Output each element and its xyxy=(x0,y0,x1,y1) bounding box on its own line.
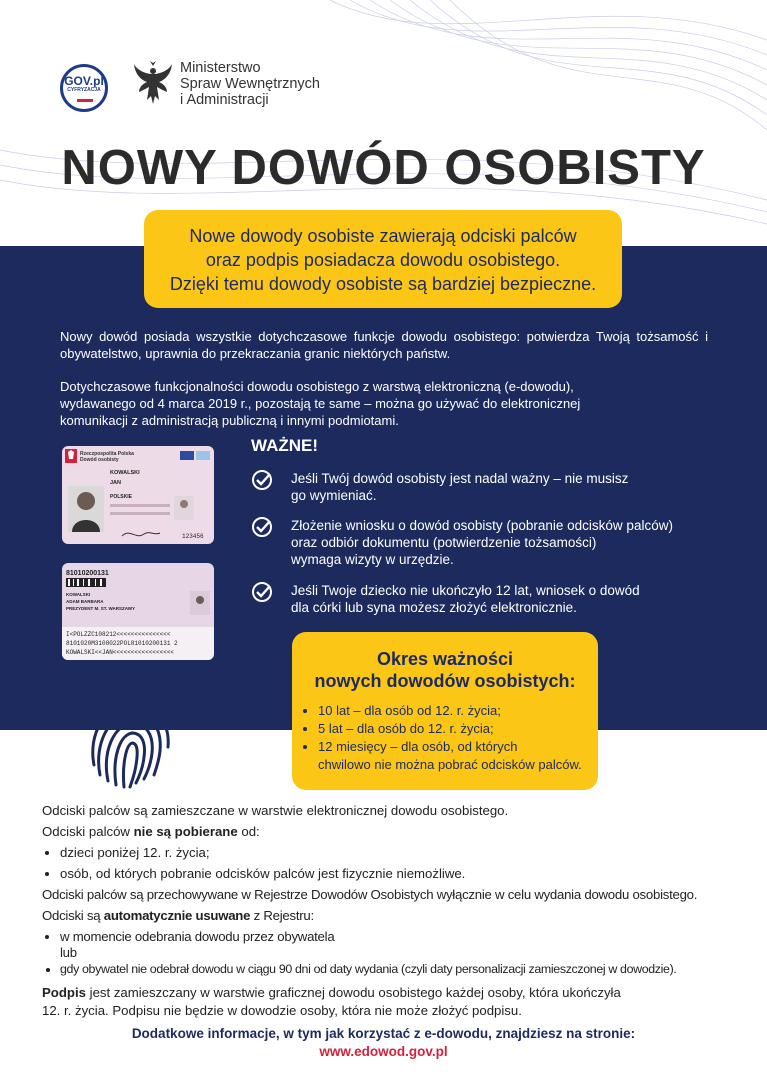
removal-list xyxy=(42,929,742,977)
fingerprints-line-4: Odciski są automatycznie usuwane z Rejestru: xyxy=(42,908,314,923)
card-back-field-2: ADAM BARBARA xyxy=(66,599,104,604)
card-back-field-1: KOWALSKI xyxy=(66,592,91,597)
important-item-2-line-1: Złożenie wniosku o dowód osobisty (pobranie odcisków palców) xyxy=(291,518,673,533)
gov-logo-text: GOV.pl xyxy=(64,74,104,88)
checkmark-icon xyxy=(251,581,273,603)
important-item-3-line-1: Jeśli Twoje dziecko nie ukończyło 12 lat, wniosek o dowód xyxy=(291,583,640,598)
important-item-1-line-2: go wymieniać. xyxy=(291,488,377,503)
card-front-country: Rzeczpospolita Polska xyxy=(80,451,134,457)
fingerprints-line-2: Odciski palców nie są pobierane od: xyxy=(42,824,260,839)
checkmark-icon xyxy=(251,516,273,538)
important-item-2-line-3: wymaga wizyty w urzędzie. xyxy=(291,552,454,567)
fingerprint-icon xyxy=(84,695,174,791)
intro-p2-line-2: wydawanego od 4 marca 2019 r., pozostają te same – można go używać do elektronicznej xyxy=(60,396,581,411)
validity-item xyxy=(318,738,582,774)
fingerprints-line-1: Odciski palców są zamieszczane w warstwie elektronicznej dowodu osobistego. xyxy=(42,803,509,818)
card-front-nationality: POLSKIE xyxy=(110,494,132,500)
ministry-line-2: Spraw Wewnętrznych xyxy=(180,76,320,92)
signature-emphasis: Podpis xyxy=(42,985,86,1000)
signature-section xyxy=(42,984,742,1020)
gov-cyfryzacja-logo xyxy=(60,64,108,112)
card-back-id: 81010200131 xyxy=(66,570,109,577)
ministry-line-3: i Administracji xyxy=(180,92,269,108)
validity-item: • 5 lat – dla osób do 12. r. życia; xyxy=(318,720,582,738)
validity-heading-line-1: Okres ważności xyxy=(376,649,514,669)
card-front-doc: Dowód osobisty xyxy=(80,457,119,463)
not-collected-list xyxy=(42,842,742,884)
validity-box xyxy=(292,632,598,790)
ministry-line-1: Ministerstwo xyxy=(180,60,261,76)
validity-item-3-line-1: 12 miesięcy – dla osób, od których xyxy=(318,739,518,754)
highlight-line-1: Nowe dowody osobiste zawierają odciski palców xyxy=(189,226,577,246)
signature-line-2: 12. r. życia. Podpisu nie będzie w dowodzie osoby, która nie może złożyć podpisu. xyxy=(42,1003,522,1018)
highlight-line-2: oraz podpis posiadacza dowodu osobistego. xyxy=(205,250,561,270)
intro-paragraph-1: Nowy dowód posiada wszystkie dotychczasowe funkcje dowodu osobistego: potwierdza Twoją tożsamość i obywatelstwo, uprawnia do przekraczania granic niektórych państw. xyxy=(60,329,708,361)
card-front-surname: KOWALSKI xyxy=(110,470,140,476)
validity-heading xyxy=(292,648,598,692)
gov-logo-subtext: CYFRYZACJA xyxy=(67,87,101,93)
list-item: • w momencie odebrania dowodu przez obywatela xyxy=(60,929,742,945)
fingerprints-line-3: Odciski palców są przechowywane w Rejestrze Dowodów Osobistych wyłącznie w celu wydania dowodu osobistego. xyxy=(42,887,698,902)
intro-paragraph-2 xyxy=(60,378,708,429)
footer-info: Dodatkowe informacje, w tym jak korzystać z e-dowodu, znajdziesz na stronie: xyxy=(131,1026,636,1041)
list-item: • osób, od których pobranie odcisków palców jest fizycznie niemożliwe. xyxy=(60,863,742,884)
highlight-line-3: Dzięki temu dowody osobiste są bardziej bezpieczne. xyxy=(169,274,597,294)
decorative-waves xyxy=(0,0,767,240)
signature-line-1: Podpis jest zamieszczany w warstwie graficznej dowodu osobistego każdej osoby, która ukończyła xyxy=(42,985,621,1000)
id-card-front-image xyxy=(62,446,214,544)
fingerprints-storage-section xyxy=(42,884,742,977)
page-title: NOWY DOWÓD OSOBISTY xyxy=(61,141,706,195)
polish-eagle-emblem-icon xyxy=(133,60,173,110)
ministry-name xyxy=(180,60,320,108)
validity-list xyxy=(304,702,582,774)
important-item-3 xyxy=(291,582,731,616)
not-collected-emphasis: nie są pobierane xyxy=(133,824,238,839)
important-heading: WAŻNE! xyxy=(251,436,319,455)
important-item-2-line-2: oraz odbiór dokumentu (potwierdzenie tożsamości) xyxy=(291,535,597,550)
fingerprints-section xyxy=(42,800,742,884)
intro-p2-line-1: Dotychczasowe funkcjonalności dowodu osobistego z warstwą elektroniczną (e-dowodu), xyxy=(60,379,574,394)
auto-removed-emphasis: automatycznie usuwane xyxy=(103,908,251,923)
card-back-field-3: PREZYDENT M. ST. WARSZAWY xyxy=(66,606,136,611)
important-item-1 xyxy=(291,470,731,504)
list-or-text: lub xyxy=(60,945,77,960)
security-highlight-box xyxy=(144,210,622,308)
card-back-mrz-2: 8101020M3108022POL81010200131 2 xyxy=(66,640,178,647)
important-item-2 xyxy=(291,517,731,568)
validity-item: • 10 lat – dla osób od 12. r. życia; xyxy=(318,702,582,720)
validity-item-3-line-2: chwilowo nie można pobrać odcisków palców. xyxy=(318,757,582,772)
list-item: • dzieci poniżej 12. r. życia; xyxy=(60,842,742,863)
checkmark-icon xyxy=(251,469,273,491)
footer-website-link[interactable]: www.edowod.gov.pl xyxy=(319,1044,448,1059)
intro-p2-line-3: komunikacji z administracją publiczną i innymi podmiotami. xyxy=(60,413,399,428)
list-item: • gdy obywatel nie odebrał dowodu w ciągu 90 dni od daty wydania (czyli daty personalizacji zamieszczonej w dowodzie). xyxy=(60,961,742,977)
card-front-number: 123456 xyxy=(182,533,204,540)
card-front-name: JAN xyxy=(110,480,122,486)
card-back-mrz-1: I<POLZZC108212<<<<<<<<<<<<<<< xyxy=(66,631,171,638)
card-back-mrz-3: KOWALSKI<<JAN<<<<<<<<<<<<<<<<< xyxy=(66,649,175,656)
important-item-1-line-1: Jeśli Twój dowód osobisty jest nadal ważny – nie musisz xyxy=(291,471,629,486)
id-card-back-image xyxy=(62,563,214,660)
validity-heading-line-2: nowych dowodów osobistych: xyxy=(314,671,576,691)
important-item-3-line-2: dla córki lub syna możesz złożyć elektronicznie. xyxy=(291,600,577,615)
